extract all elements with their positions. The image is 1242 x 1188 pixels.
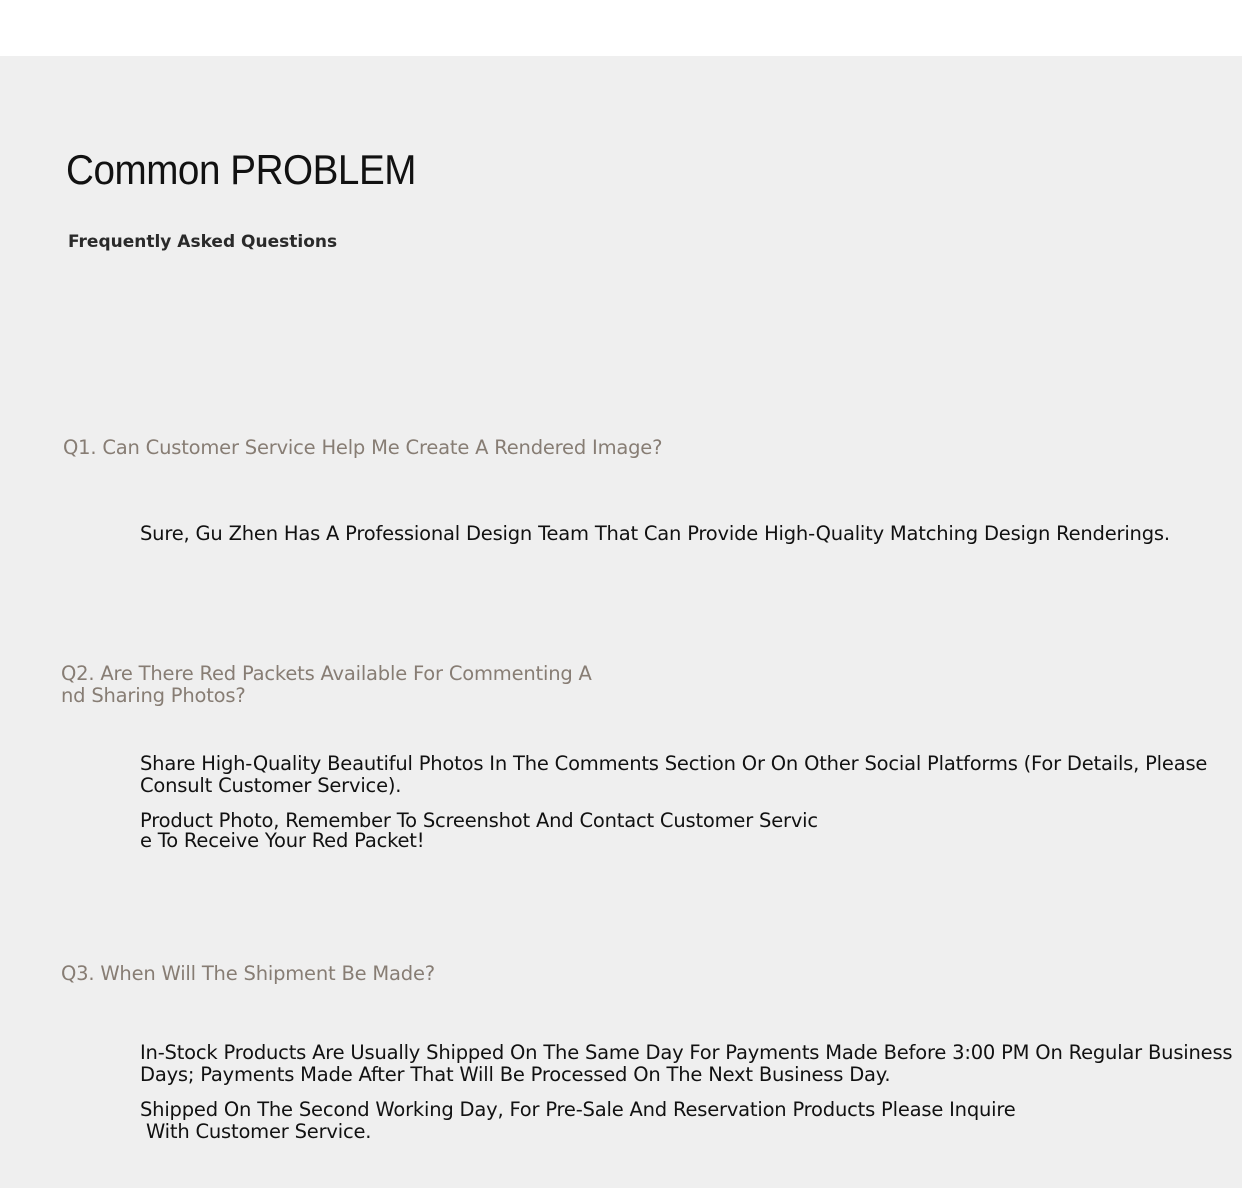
faq-question-2: Q2. Are There Red Packets Available For Commenting A nd Sharing Photos?: [61, 662, 592, 707]
faq-question-1: Q1. Can Customer Service Help Me Create A Rendered Image?: [63, 436, 663, 459]
top-white-band: [0, 0, 1242, 56]
faq-answer-3a: In-Stock Products Are Usually Shipped On The Same Day For Payments Made Before 3:00 PM On Regular Business Days; Payments Made After That Will Be Processed On The Next Business Day.: [140, 1041, 1233, 1086]
faq-answer-2a: Share High-Quality Beautiful Photos In The Comments Section Or On Other Social Platforms (For Details, Please Consult Customer Service).: [140, 752, 1208, 797]
page-subtitle: Frequently Asked Questions: [68, 232, 338, 252]
faq-answer-1: Sure, Gu Zhen Has A Professional Design Team That Can Provide High-Quality Matching Design Renderings.: [140, 522, 1170, 545]
faq-answer-3b: Shipped On The Second Working Day, For Pre-Sale And Reservation Products Please Inquire With Customer Service.: [140, 1098, 1016, 1143]
faq-panel: [0, 56, 1242, 1188]
faq-answer-2b: Product Photo, Remember To Screenshot And Contact Customer Servic e To Receive Your Red Packet!: [140, 809, 818, 852]
faq-question-3: Q3. When Will The Shipment Be Made?: [61, 962, 435, 985]
page-title: Common PROBLEM: [66, 146, 417, 193]
